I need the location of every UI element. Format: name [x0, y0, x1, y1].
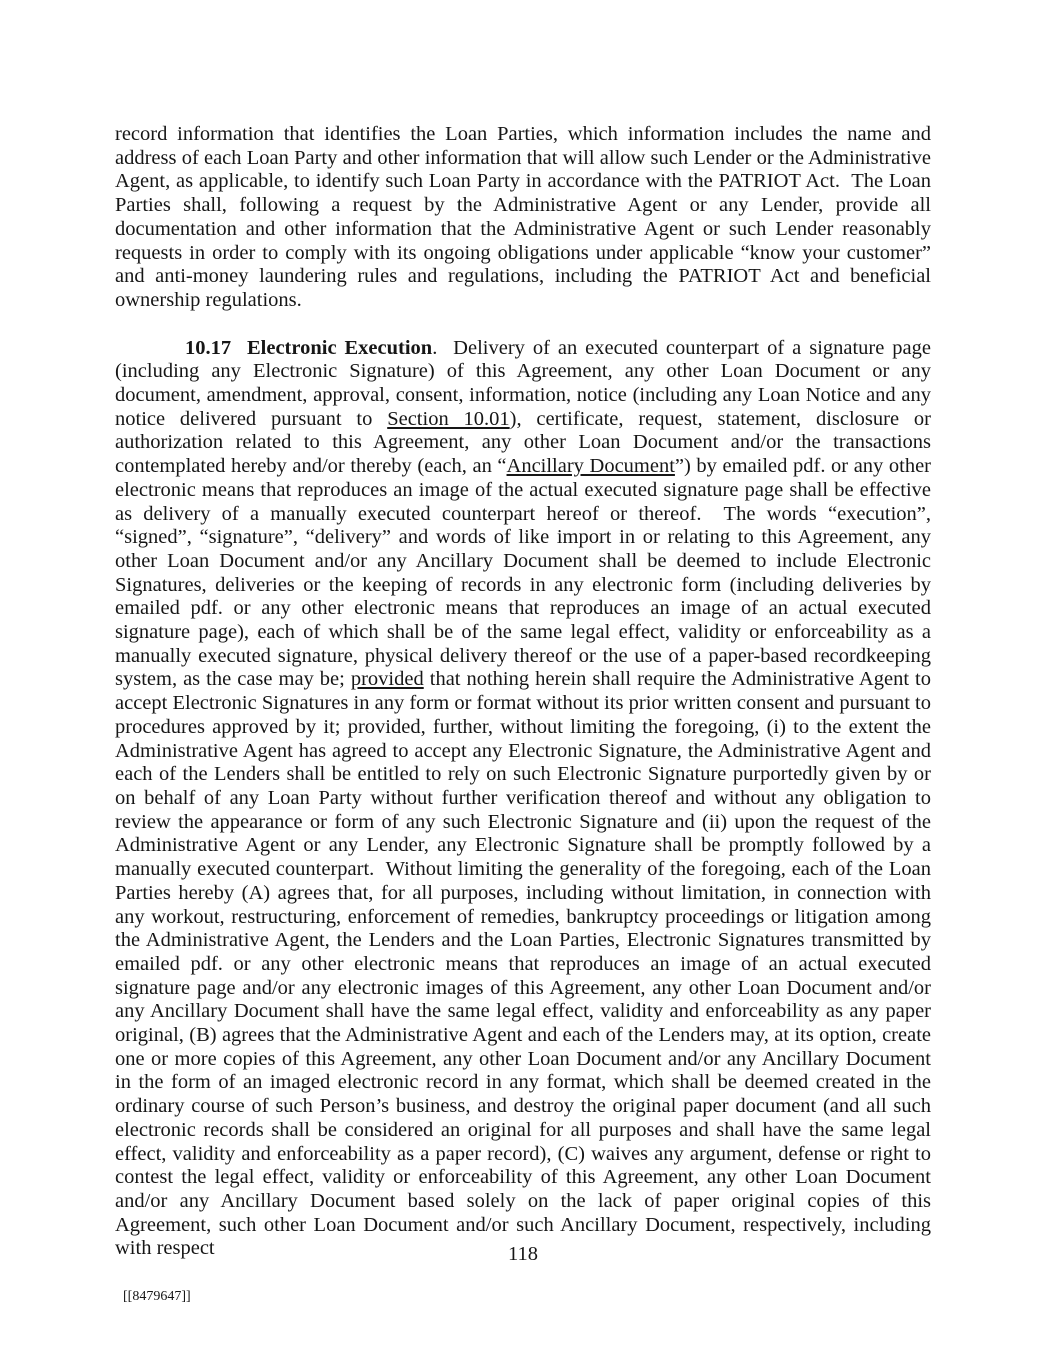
body-text-run: . Delivery of an executed counterpart of a signature page (including any Electronic Signature) of this Agreement, any other Loan Document or any document, amendment, approval, consent, information, notice (including any Loan Notice and any notice delivered pursuant to [115, 336, 931, 430]
section-reference-underlined: Section 10.01 [387, 407, 510, 430]
document-id-footer: [[8479647]] [123, 1289, 191, 1304]
continuation-paragraph: record information that identifies the Loan Parties, which information includes the name and address of each Loan Party and other information that will allow such Lender or the Administrative Agent, as applicable, to identify such Loan Party in accordance with the PATRIOT Act. The Loan Parties shall, following a request by the Administrative Agent or any Lender, provide all documentation and other information that the Administrative Agent or such Lender reasonably requests in order to comply with its ongoing obligations under applicable “know your customer” and anti-money laundering rules and regulations, including the PATRIOT Act and beneficial ownership regulations. [115, 123, 931, 311]
body-text-run: that nothing herein shall require the Administrative Agent to accept Electronic Signatures in any form or format without its prior written consent and pursuant to procedures approved by it; provided, further, without limiting the foregoing, (i) to the extent the Administrative Agent has agreed to accept any Electronic Signature, the Administrative Agent and each of the Lenders shall be entitled to rely on such Electronic Signature purportedly given by or on behalf of any Loan Party without further verification thereof and without any obligation to review the appearance or form of any such Electronic Signature and (ii) upon the request of the Administrative Agent or any Lender, any Electronic Signature shall be promptly followed by a manually executed counterpart. Without limiting the generality of the foregoing, each of the Loan Parties hereby (A) agrees that, for all purposes, including without limitation, in connection with any workout, restructuring, enforcement of remedies, bankruptcy proceedings or litigation among the Administrative Agent, the Lenders and the Loan Parties, Electronic Signatures transmitted by emailed pdf. or any other electronic means that reproduces an image of an actual executed signature page and/or any electronic images of this Agreement, any other Loan Document and/or any Ancillary Document shall have the same legal effect, validity and enforceability as any paper original, (B) agrees that the Administrative Agent and each of the Lenders may, at its option, create one or more copies of this Agreement, any other Loan Document and/or any Ancillary Document in the form of an imaged electronic record in any format, which shall be deemed created in the ordinary course of such Person’s business, and destroy the original paper document (and all such electronic records shall be considered an original for all purposes and shall have the same legal effect, validity and enforceability as a paper record), (C) waives any argument, defense or right to contest the legal effect, validity or enforceability of this Agreement, any other Loan Document and/or any Ancillary Document based solely on the lack of paper original copies of this Agreement, such other Loan Document and/or such Ancillary Document, respectively, including with respect [115, 668, 931, 1260]
body-text-run: ”) by emailed pdf. or any other electronic means that reproduces an image of the actual executed signature page shall be effective as delivery of a manually executed counterpart hereof or thereof. The words “execution”, “signed”, “signature”, “delivery” and words of like import in or relating to this Agreement, any other Loan Document and/or any Ancillary Document shall be deemed to include Electronic Signatures, deliveries or the keeping of records in any electronic form (including deliveries by emailed pdf. or any other electronic means that reproduces an image of an actual executed signature page), each of which shall be of the same legal effect, validity or enforceability as a manually executed signature, physical delivery thereof or the use of a paper-based recordkeeping system, as the case may be; [115, 455, 931, 691]
section-heading: 10.17 Electronic Execution [185, 336, 433, 359]
body-text-run: ), certificate, request, statement, disclosure or authorization related to this Agreement, any other Loan Document and/or the transactions contemplated hereby and/or thereby (each, an “ [115, 407, 931, 478]
section-10-17-paragraph [115, 337, 931, 1261]
document-body [115, 123, 931, 1261]
proviso-term-underlined: provided [350, 668, 424, 691]
page-number: 118 [508, 1243, 538, 1265]
defined-term-ancillary-document: Ancillary Document [506, 455, 675, 478]
